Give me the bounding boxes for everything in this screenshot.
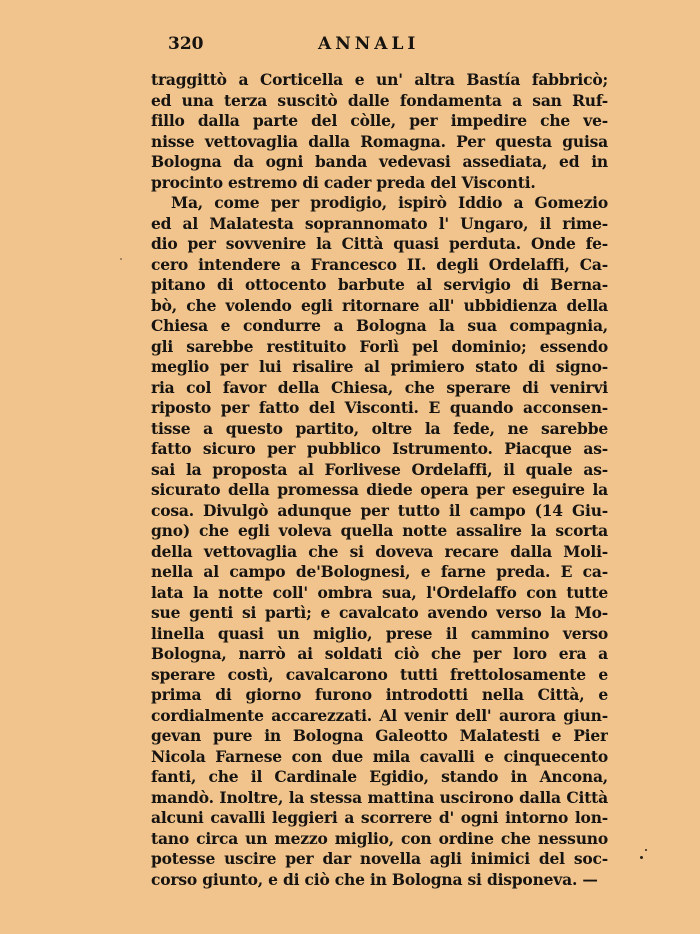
text-line: Nicola Farnese con due mila cavalli e cinquecento: [151, 746, 608, 766]
text-line: procinto estremo di cader preda del Visconti.: [151, 172, 536, 192]
text-line: gevan pure in Bologna Galeotto Malatesti e Pier: [151, 726, 608, 745]
text-line: nisse vettovaglia dalla Romagna. Per questa guisa: [151, 131, 608, 151]
text-line: sue genti si partì; e cavalcato avendo verso la Mo-: [151, 603, 608, 622]
text-line: cosa. Divulgò adunque per tutto il campo (14 Giu-: [151, 500, 608, 520]
paragraph: [151, 70, 608, 193]
text-line: della vettovaglia che si doveva recare dalla Moli-: [151, 541, 608, 561]
text-line: dio per sovvenire la Città quasi perduta. Onde fe-: [151, 234, 608, 253]
text-line: Bologna da ogni banda vedevasi assediata, ed in: [151, 152, 608, 171]
text-line: cero intendere a Francesco II. degli Ordelaffi, Ca-: [151, 254, 608, 274]
text-line: gli sarebbe restituito Forlì pel dominio; essendo: [151, 336, 608, 356]
text-line: sicurato della promessa diede opera per eseguire la: [151, 480, 608, 499]
text-line: sperare costì, cavalcarono tutti frettolosamente e: [151, 664, 608, 684]
ink-speck: [120, 258, 122, 260]
paragraph: [151, 193, 608, 890]
text-line: fanti, che il Cardinale Egidio, stando in Ancona,: [151, 767, 608, 786]
text-line: Chiesa e condurre a Bologna la sua compagnia,: [151, 316, 608, 335]
ink-speck: [645, 849, 647, 851]
text-line: sai la proposta al Forlivese Ordelaffi, il quale as-: [151, 459, 608, 479]
text-line: alcuni cavalli leggieri a scorrere d' ogni intorno lon-: [151, 808, 608, 827]
text-line: fatto sicuro per pubblico Istrumento. Piacque as-: [151, 439, 608, 458]
text-line: pitano di ottocento barbute al servigio di Berna-: [151, 275, 608, 294]
text-line: tisse a questo partito, oltre la fede, ne sarebbe: [151, 418, 608, 438]
text-line: corso giunto, e di ciò che in Bologna si disponeva. —: [151, 869, 598, 889]
body-text: [151, 70, 608, 890]
text-line: fillo dalla parte del còlle, per impedire che ve-: [151, 111, 608, 130]
text-line: mandò. Inoltre, la stessa mattina uscirono dalla Città: [151, 787, 608, 807]
text-line: nella al campo de'Bolognesi, e farne preda. E ca-: [151, 562, 608, 581]
running-title: ANNALI: [318, 34, 420, 54]
text-line: potesse uscire per dar novella agli inimici del soc-: [151, 849, 608, 868]
text-line: ria col favor della Chiesa, che sperare di venirvi: [151, 377, 608, 397]
paragraphs-container: [151, 70, 608, 890]
ink-speck: [640, 856, 643, 859]
text-line: lata la notte coll' ombra sua, l'Ordelaffo con tutte: [151, 582, 608, 602]
text-line: traggittò a Corticella e un' altra Bastía fabbricò;: [151, 70, 608, 89]
text-line: Ma, come per prodigio, ispirò Iddio a Gomezio: [171, 193, 608, 212]
running-head: [168, 34, 608, 56]
text-line: cordialmente accarezzati. Al venir dell' aurora giun-: [151, 705, 608, 725]
text-line: gno) che egli voleva quella notte assalire la scorta: [151, 521, 608, 540]
text-line: Bologna, narrò ai soldati ciò che per loro era a: [151, 644, 608, 663]
text-line: meglio per lui risalire al primiero stato di signo-: [151, 357, 608, 376]
text-line: bò, che volendo egli ritornare all' ubbidienza della: [151, 295, 608, 315]
text-line: ed al Malatesta soprannomato l' Ungaro, il rime-: [151, 213, 608, 233]
text-line: ed una terza suscitò dalle fondamenta a san Ruf-: [151, 90, 608, 110]
text-line: riposto per fatto del Visconti. E quando acconsen-: [151, 398, 608, 417]
text-line: tano circa un mezzo miglio, con ordine che nessuno: [151, 828, 608, 848]
page-number: 320: [168, 34, 204, 54]
text-line: prima di giorno furono introdotti nella Città, e: [151, 685, 608, 704]
text-line: linella quasi un miglio, prese il cammino verso: [151, 623, 608, 643]
